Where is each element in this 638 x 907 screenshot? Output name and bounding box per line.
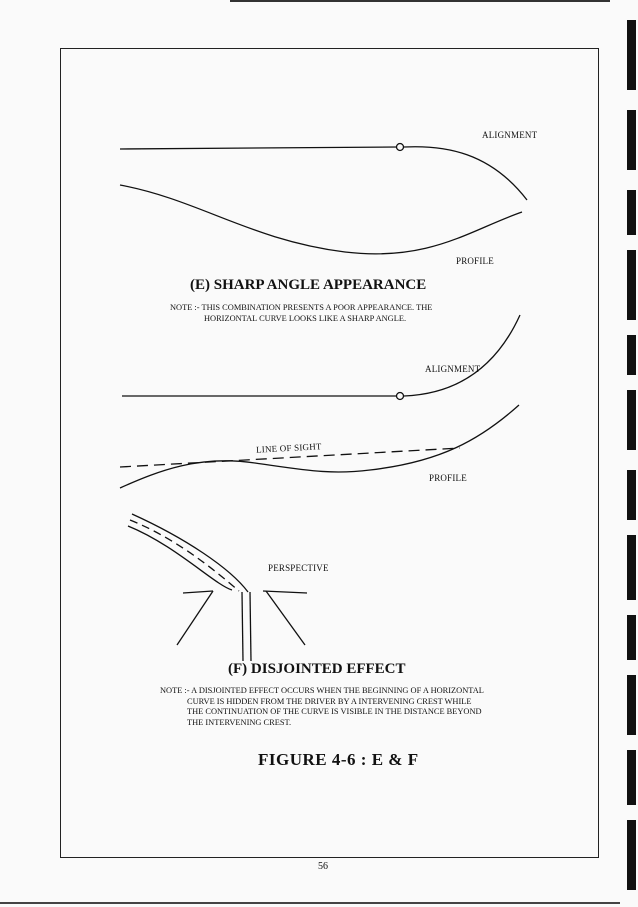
- scan-bottom-edge: [0, 902, 620, 904]
- alignment-line-e: [120, 147, 398, 149]
- alignment-curve-e: [404, 147, 527, 200]
- road-left-edge: [128, 526, 232, 590]
- profile-curve-e: [120, 185, 522, 254]
- perspective-label: PERSPECTIVE: [268, 563, 329, 573]
- embankment-right: [266, 591, 305, 645]
- note-f-line-1: NOTE :- A DISJOINTED EFFECT OCCURS WHEN THE BEGINNING OF A HORIZONTAL: [160, 686, 484, 695]
- line-of-sight-label: LINE OF SIGHT: [255, 441, 322, 455]
- road-right-shoulder: [263, 591, 307, 593]
- pavement-line-1: [242, 592, 243, 661]
- page-number: 56: [318, 861, 328, 872]
- figure-caption: FIGURE 4-6 : E & F: [258, 750, 419, 769]
- section-e-title: (E) SHARP ANGLE APPEARANCE: [190, 277, 427, 293]
- road-left-shoulder: [183, 591, 213, 593]
- note-e-line-2: HORIZONTAL CURVE LOOKS LIKE A SHARP ANGLE.: [204, 313, 407, 323]
- note-f-line-2: CURVE IS HIDDEN FROM THE DRIVER BY A INTERVENING CREST WHILE: [187, 696, 472, 706]
- road-centerline: [130, 520, 239, 591]
- alignment-point-e: [397, 144, 404, 151]
- alignment-point-f: [397, 393, 404, 400]
- profile-label-f: PROFILE: [429, 473, 467, 483]
- alignment-label-e: ALIGNMENT: [482, 130, 538, 140]
- alignment-curve-f: [404, 315, 520, 396]
- binding-strip: [622, 0, 638, 907]
- pavement-line-2: [250, 592, 251, 661]
- alignment-label-f: ALIGNMENT: [425, 364, 481, 374]
- note-f-line-4: THE INTERVENING CREST.: [187, 717, 292, 727]
- embankment-left: [177, 591, 213, 645]
- profile-label-e: PROFILE: [456, 256, 494, 266]
- section-e-note: [170, 303, 490, 324]
- note-f-line-3: THE CONTINUATION OF THE CURVE IS VISIBLE IN THE DISTANCE BEYOND: [187, 707, 482, 716]
- section-f-note: [160, 686, 540, 728]
- section-f-title: (F) DISJOINTED EFFECT: [228, 661, 406, 677]
- note-e-line-1: NOTE :- THIS COMBINATION PRESENTS A POOR APPEARANCE. THE: [170, 303, 433, 312]
